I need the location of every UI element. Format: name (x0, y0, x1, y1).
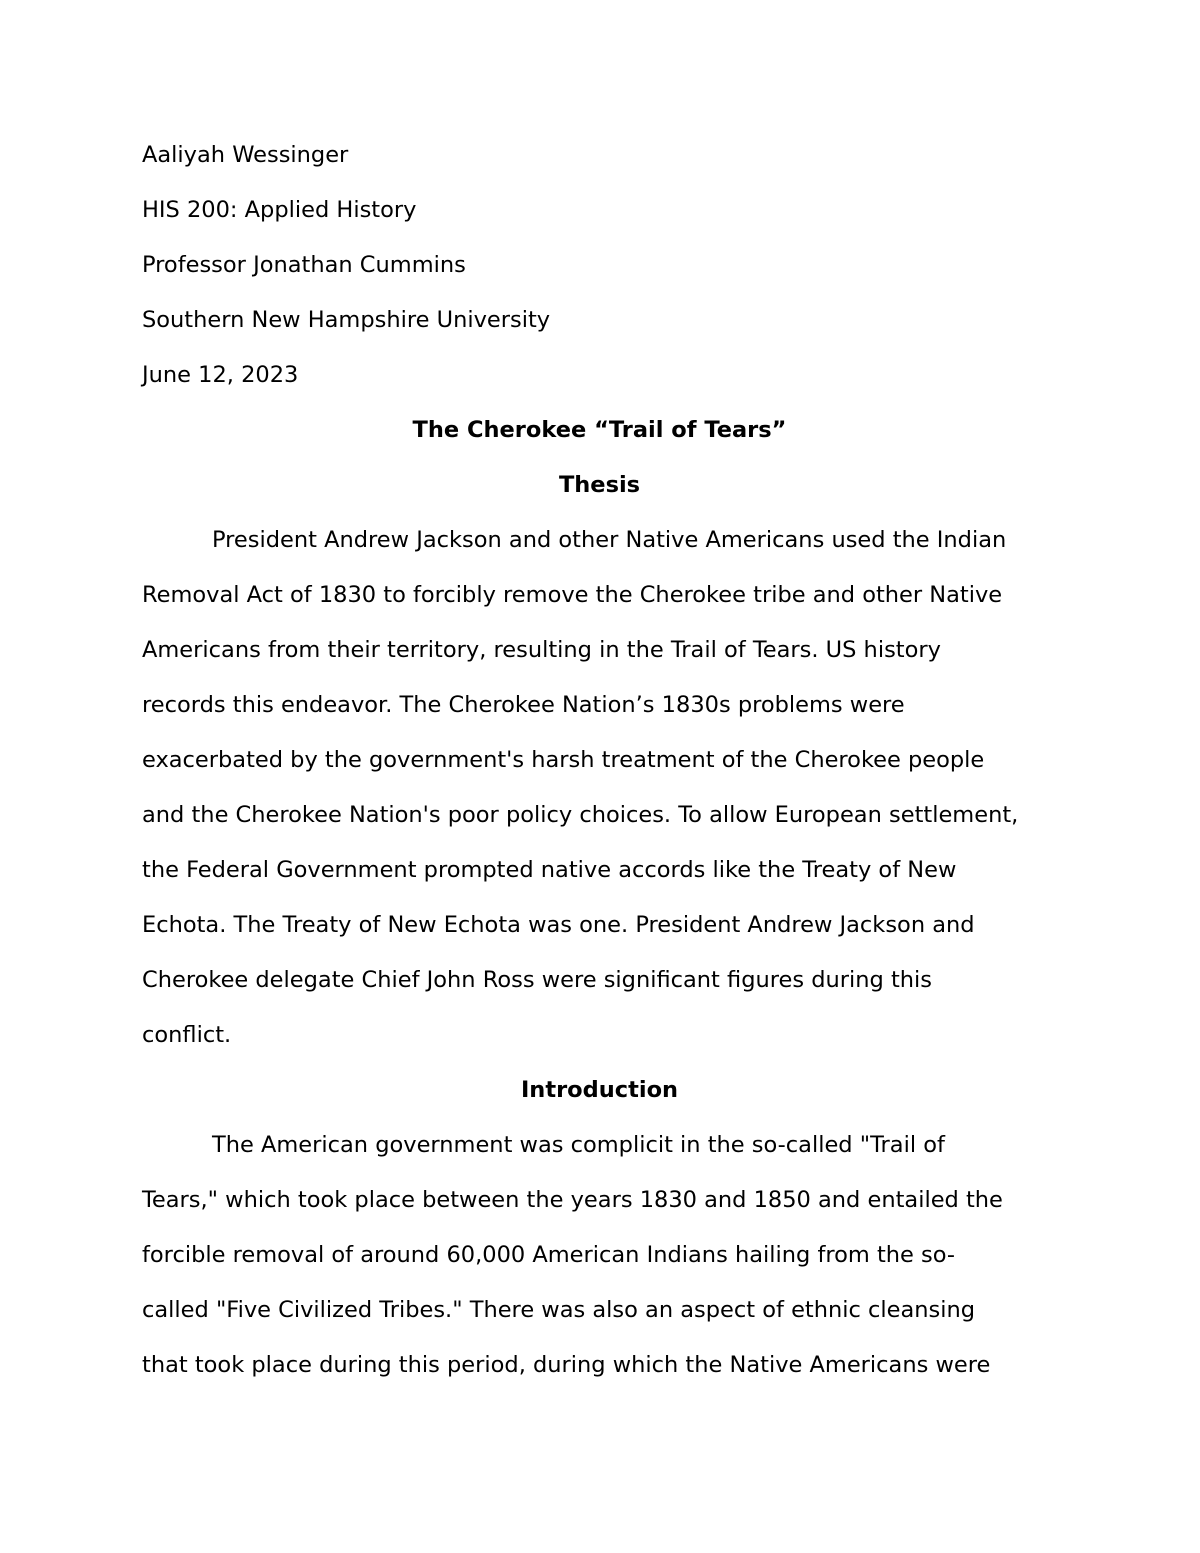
section-heading-introduction: Introduction (520, 1077, 679, 1103)
paragraph-line: forcible removal of around 60,000 American Indians hailing from the so- (142, 1242, 956, 1268)
paragraph-line: and the Cherokee Nation's poor policy choices. To allow European settlement, (142, 802, 1019, 828)
paragraph-line: called "Five Civilized Tribes." There was also an aspect of ethnic cleansing (142, 1297, 976, 1323)
document-title: The Cherokee “Trail of Tears” (412, 417, 787, 443)
course-name: HIS 200: Applied History (142, 197, 417, 223)
paragraph-line: The American government was complicit in the so-called "Trail of (212, 1132, 945, 1158)
paragraph-line: President Andrew Jackson and other Native Americans used the Indian (212, 527, 1007, 553)
author-name: Aaliyah Wessinger (142, 142, 349, 168)
introduction-paragraph (142, 1118, 1057, 1393)
paragraph-line: Tears," which took place between the years 1830 and 1850 and entailed the (142, 1187, 1003, 1213)
paragraph-line: Removal Act of 1830 to forcibly remove the Cherokee tribe and other Native (142, 582, 1003, 608)
professor-name: Professor Jonathan Cummins (142, 252, 466, 278)
institution-name: Southern New Hampshire University (142, 307, 551, 333)
paragraph-line: that took place during this period, during which the Native Americans were (142, 1352, 991, 1378)
document-body (142, 128, 1057, 1393)
document-date: June 12, 2023 (142, 362, 299, 388)
section-heading-thesis: Thesis (558, 472, 641, 498)
paragraph-line: Americans from their territory, resulting in the Trail of Tears. US history (142, 637, 941, 663)
paragraph-line: Echota. The Treaty of New Echota was one. President Andrew Jackson and (142, 912, 975, 938)
paragraph-line: Cherokee delegate Chief John Ross were significant figures during this (142, 967, 933, 993)
paragraph-line: records this endeavor. The Cherokee Nation’s 1830s problems were (142, 692, 905, 718)
paragraph-line: the Federal Government prompted native accords like the Treaty of New (142, 857, 957, 883)
thesis-paragraph (142, 513, 1057, 1063)
paragraph-line: conflict. (142, 1022, 232, 1048)
paragraph-line: exacerbated by the government's harsh treatment of the Cherokee people (142, 747, 985, 773)
